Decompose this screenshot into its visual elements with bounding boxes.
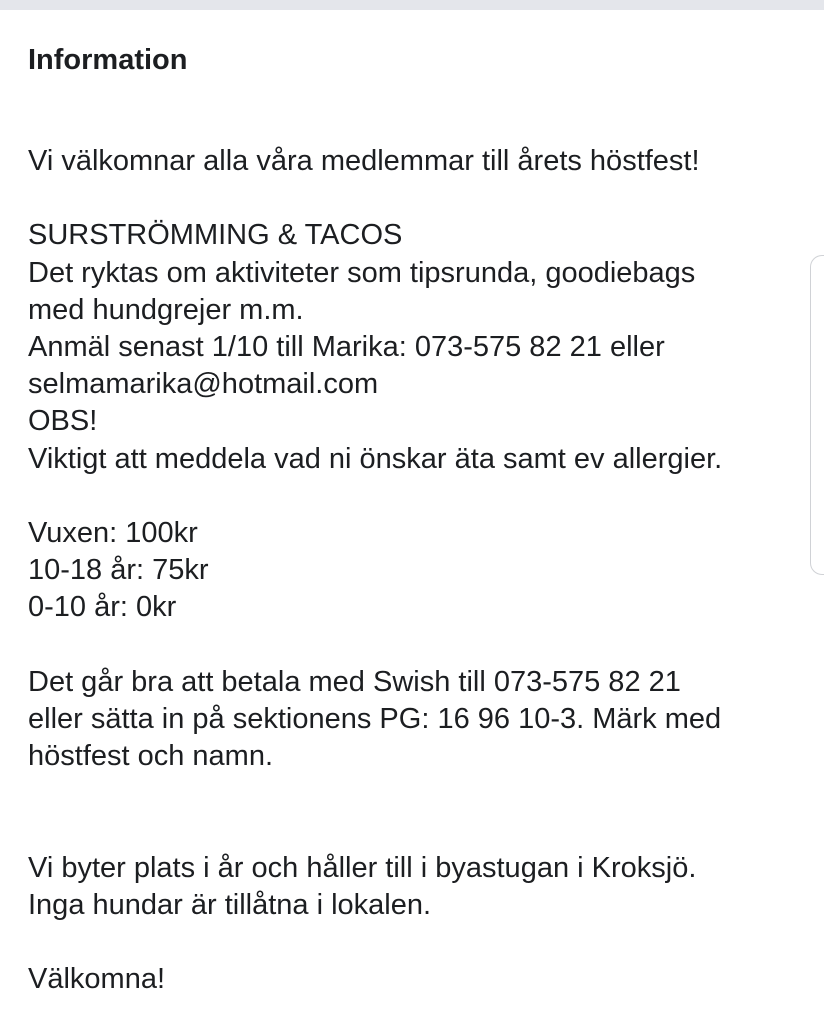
post-line bbox=[28, 478, 808, 515]
post-line bbox=[28, 627, 808, 664]
post-line bbox=[28, 813, 808, 850]
email-link[interactable]: selmamarika@hotmail.com bbox=[28, 368, 379, 401]
top-divider bbox=[0, 0, 824, 10]
post-line: 10-18 år: 75kr bbox=[28, 554, 209, 587]
post-line: Välkomna! bbox=[28, 963, 166, 996]
post-line: Viktigt att meddela vad ni önskar äta samt ev allergier. bbox=[28, 442, 723, 475]
post-line: Vi välkomnar alla våra medlemmar till årets höstfest! bbox=[28, 145, 700, 177]
post-line: Inga hundar är tillåtna i lokalen. bbox=[28, 888, 432, 921]
post-line: Vi byter plats i år och håller till i byastugan i Kroksjö. bbox=[28, 851, 697, 884]
post-line: Anmäl senast 1/10 till Marika: 073-575 82 21 eller bbox=[28, 331, 665, 363]
scrollbar-thumb[interactable] bbox=[810, 255, 824, 575]
post-line: Det går bra att betala med Swish till 073-575 82 21 bbox=[28, 665, 681, 698]
post-line: Vuxen: 100kr bbox=[28, 517, 198, 549]
post-line bbox=[28, 775, 808, 812]
post-body bbox=[28, 143, 808, 999]
post-line: Det ryktas om aktiviteter som tipsrunda, goodiebags bbox=[28, 256, 696, 289]
post-line: med hundgrejer m.m. bbox=[28, 293, 304, 326]
section-title: Information bbox=[28, 44, 188, 76]
post-line bbox=[28, 180, 808, 217]
post-line: SURSTRÖMMING & TACOS bbox=[28, 219, 403, 252]
post-line: höstfest och namn. bbox=[28, 740, 274, 773]
post-line: eller sätta in på sektionens PG: 16 96 10-3. Märk med bbox=[28, 703, 722, 735]
post-line bbox=[28, 924, 808, 961]
post-line: 0-10 år: 0kr bbox=[28, 591, 177, 624]
post-line: OBS! bbox=[28, 405, 98, 438]
